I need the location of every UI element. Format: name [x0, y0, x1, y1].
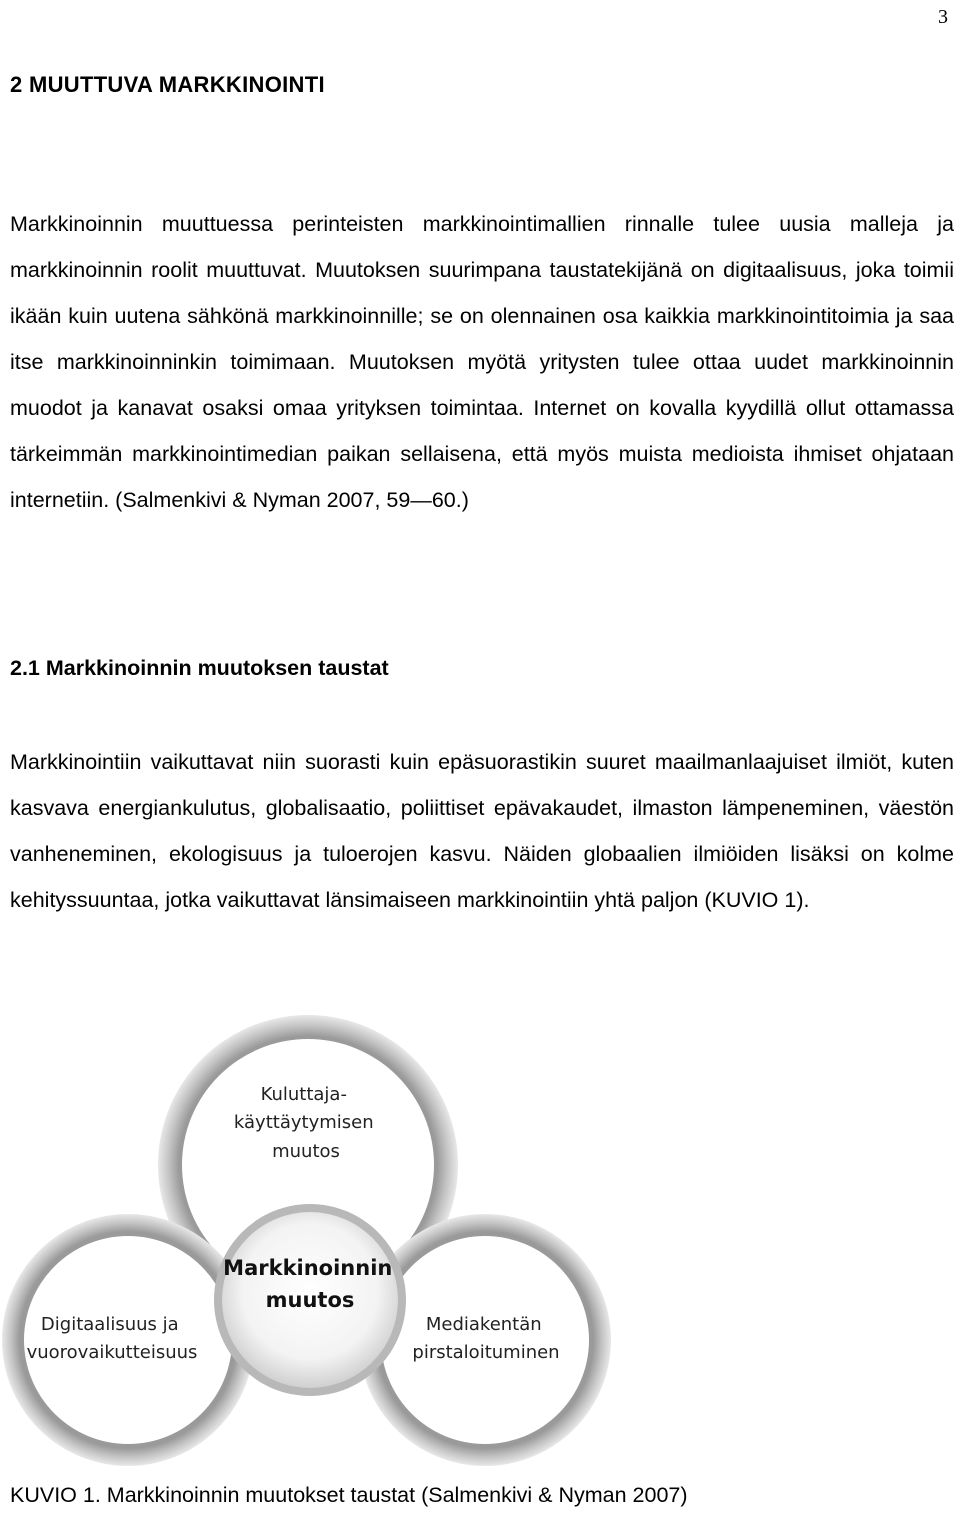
page-number: 3: [938, 6, 948, 28]
section-title: 2.1 Markkinoinnin muutoksen taustat: [10, 656, 389, 680]
circle-digitality: [2, 1214, 254, 1466]
label-marketing-change: Markkinoinnin muutos: [223, 1256, 393, 1312]
label-media-fragmentation: Mediakentän pirstaloituminen: [412, 1314, 560, 1363]
paragraph-background: Markkinointiin vaikuttavat niin suorasti kuin epäsuorastikin suuret maailmanlaajuiset ilmiöt, kuten kasvava energiankulutus, globalisaatio, poliittiset epävakaudet, ilmaston lämpeneminen, väestön vanheneminen, ekologisuus ja tuloerojen kasvu. Näiden globaalien ilmiöiden lisäksi on kolme kehityssuuntaa, jotka vaikuttavat länsimaiseen markkinointiin yhtä paljon (KUVIO 1).: [10, 750, 954, 912]
label-consumer-behavior: Kuluttaja- käyttäytymisen muutos: [233, 1084, 374, 1162]
chapter-title: 2 MUUTTUVA MARKKINOINTI: [10, 72, 325, 97]
figure-caption: KUVIO 1. Markkinoinnin muutokset taustat (Salmenkivi & Nyman 2007): [10, 1483, 688, 1507]
label-digitality: Digitaalisuus ja vuorovaikutteisuus: [26, 1314, 198, 1363]
paragraph-intro: Markkinoinnin muuttuessa perinteisten markkinointimallien rinnalle tulee uusia malleja ja markkinoinnin roolit muuttuvat. Muutoksen suurimpana taustatekijänä on digitaalisuus, joka toimii ikään kuin uutena sähkönä markkinoinnille; se on olennainen osa kaikkia markkinointitoimia ja saa itse markkinoinninkin toimimaan. Muutoksen myötä yritysten tulee ottaa uudet markkinoinnin muodot ja kanavat osaksi omaa yrityksen toimintaa. Internet on kovalla kyydillä ollut ottamassa tärkeimmän markkinointimedian paikan sellaisena, että myös muista medioista ihmiset ohjataan internetiin. (Salmenkivi & Nyman 2007, 59—60.): [10, 212, 954, 512]
figure-venn-diagram: [0, 1010, 960, 1470]
